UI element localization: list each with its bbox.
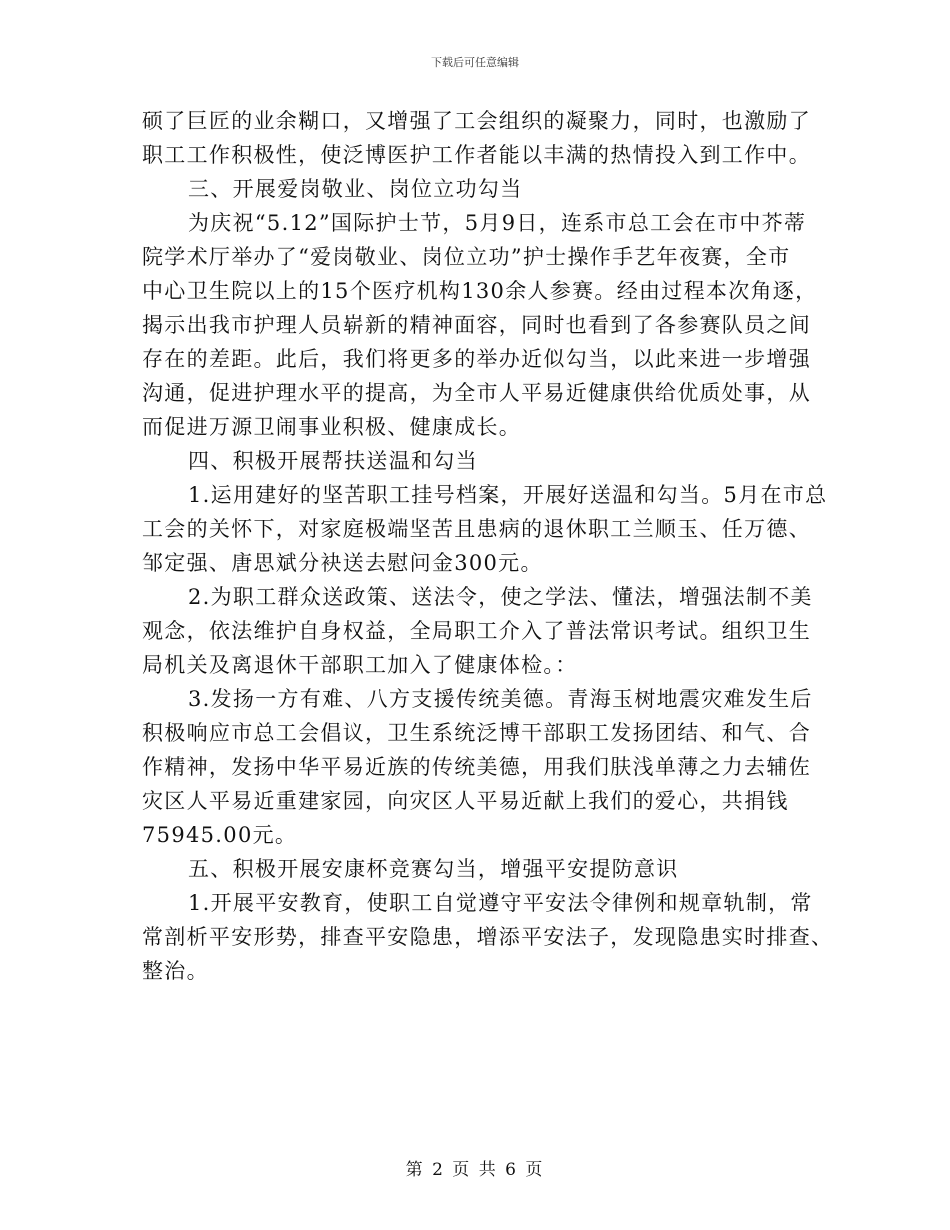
text-line: 职工工作积极性，使泛博医护工作者能以丰满的热情投入到工作中。 (142, 143, 811, 167)
text-line: 1.开展平安教育，使职工自觉遵守平安法令律例和规章轨制，常 (188, 891, 813, 915)
text-line: 工会的关怀下，对家庭极端坚苦且患病的退休职工兰顺玉、任万德、 (142, 517, 811, 541)
text-line: 四、积极开展帮扶送温和勾当 (188, 449, 478, 473)
text-line: 观念，依法维护自身权益，全局职工介入了普法常识考试。组织卫生 (142, 619, 811, 643)
text-line: 整治。 (142, 959, 209, 983)
text-line: 沟通，促进护理水平的提高，为全市人平易近健康供给优质处事，从 (142, 381, 811, 405)
text-line: 三、开展爱岗敬业、岗位立功勾当 (188, 177, 523, 201)
text-line: 2.为职工群众送政策、送法令，使之学法、懂法，增强法制不美 (188, 585, 813, 609)
text-line: 五、积极开展安康杯竞赛勾当，增强平安提防意识 (188, 857, 679, 881)
header-note: 下载后可任意编辑 (431, 56, 519, 69)
text-line: 为庆祝“5.12”国际护士节，5月9日，连系市总工会在市中芥蒂 (188, 211, 807, 235)
text-line: 灾区人平易近重建家园，向灾区人平易近献上我们的爱心，共捐钱 (142, 789, 789, 813)
text-line: 中心卫生院以上的15个医疗机构130余人参赛。经由过程本次角逐， (142, 279, 818, 303)
text-line: 常剖析平安形势，排查平安隐患，增添平安法子，发现隐患实时排查、 (142, 925, 834, 949)
text-line: 作精神，发扬中华平易近族的传统美德，用我们肤浅单薄之力去辅佐 (142, 755, 811, 779)
text-line: 3.发扬一方有难、八方支援传统美德。青海玉树地震灾难发生后 (188, 687, 813, 711)
text-line: 而促进万源卫闹事业积极、健康成长。 (142, 415, 522, 439)
text-line: 积极响应市总工会倡议，卫生系统泛博干部职工发扬团结、和气、合 (142, 721, 811, 745)
page-footer: 第 2 页 共 6 页 (405, 1160, 545, 1180)
text-line: 邹定强、唐思斌分袂送去慰问金300元。 (142, 551, 543, 575)
text-line: 硕了巨匠的业余糊口，又增强了工会组织的凝聚力，同时，也激励了 (142, 109, 811, 133)
text-line: 揭示出我市护理人员崭新的精神面容，同时也看到了各参赛队员之间 (142, 313, 811, 337)
text-line: 院学术厅举办了“爱岗敬业、岗位立功”护士操作手艺年夜赛，全市 (142, 245, 791, 269)
text-line: 局机关及离退休干部职工加入了健康体检。： (142, 653, 578, 677)
text-line: 1.运用建好的坚苦职工挂号档案，开展好送温和勾当。5月在市总 (188, 483, 828, 507)
document-body (142, 104, 834, 988)
text-line: 75945.00元。 (142, 823, 298, 847)
text-line: 存在的差距。此后，我们将更多的举办近似勾当，以此来进一步增强 (142, 347, 811, 371)
